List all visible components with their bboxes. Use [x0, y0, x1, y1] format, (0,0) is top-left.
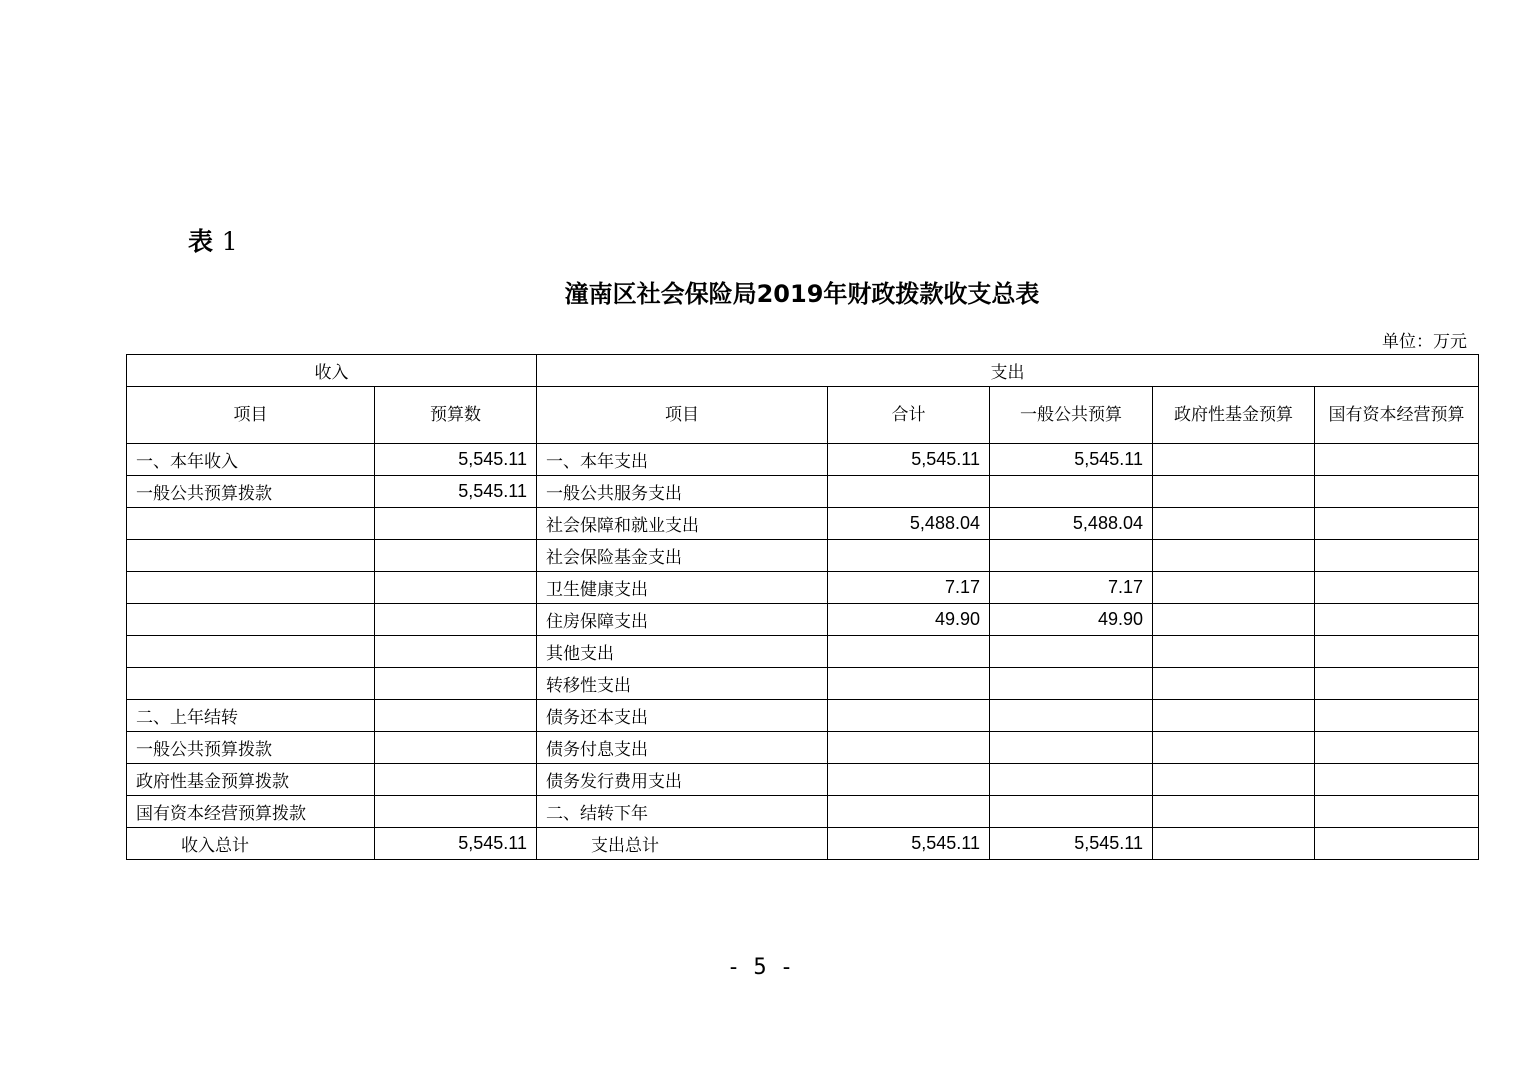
gov-fund-cell	[1153, 508, 1315, 540]
general-budget-cell: 7.17	[990, 572, 1153, 604]
income-budget-cell	[375, 604, 537, 636]
income-item-cell: 国有资本经营预算拨款	[127, 796, 375, 828]
state-capital-cell	[1315, 732, 1479, 764]
total-cell: 5,545.11	[828, 444, 990, 476]
total-cell: 5,488.04	[828, 508, 990, 540]
income-budget-cell	[375, 732, 537, 764]
gov-fund-budget-header: 政府性基金预算	[1153, 387, 1315, 444]
expense-item-cell: 卫生健康支出	[537, 572, 828, 604]
expense-header: 支出	[537, 355, 1479, 387]
income-budget-cell	[375, 700, 537, 732]
table-label	[188, 222, 238, 258]
income-item-cell: 一般公共预算拨款	[127, 476, 375, 508]
gov-fund-cell	[1153, 572, 1315, 604]
income-item-cell: 政府性基金预算拨款	[127, 764, 375, 796]
income-item-cell: 一般公共预算拨款	[127, 732, 375, 764]
gov-fund-cell	[1153, 476, 1315, 508]
income-item-cell	[127, 540, 375, 572]
table-row	[127, 508, 1479, 540]
table-row	[127, 732, 1479, 764]
page-number: - 5 -	[726, 955, 794, 980]
expense-item-cell: 债务付息支出	[537, 732, 828, 764]
state-capital-cell	[1315, 508, 1479, 540]
total-cell	[828, 732, 990, 764]
gov-fund-cell	[1153, 796, 1315, 828]
general-budget-cell	[990, 476, 1153, 508]
total-cell	[828, 540, 990, 572]
expense-item-cell: 社会保障和就业支出	[537, 508, 828, 540]
state-capital-cell	[1315, 700, 1479, 732]
general-budget-cell	[990, 540, 1153, 572]
expense-item-cell: 债务发行费用支出	[537, 764, 828, 796]
expense-item-cell: 其他支出	[537, 636, 828, 668]
table-row	[127, 572, 1479, 604]
income-budget-cell	[375, 796, 537, 828]
state-capital-cell	[1315, 540, 1479, 572]
state-capital-cell	[1315, 604, 1479, 636]
general-budget-cell: 49.90	[990, 604, 1153, 636]
general-budget-cell	[990, 700, 1153, 732]
general-budget-header: 一般公共预算	[990, 387, 1153, 444]
income-item-cell	[127, 604, 375, 636]
income-item-header: 项目	[127, 387, 375, 444]
income-total-value: 5,545.11	[375, 828, 537, 860]
expense-item-cell: 债务还本支出	[537, 700, 828, 732]
table-row	[127, 796, 1479, 828]
income-item-cell	[127, 636, 375, 668]
total-cell: 7.17	[828, 572, 990, 604]
income-budget-header: 预算数	[375, 387, 537, 444]
header-row-1	[127, 355, 1479, 387]
table-row	[127, 700, 1479, 732]
unit-label: 单位：万元	[1382, 332, 1467, 352]
table-row	[127, 604, 1479, 636]
total-cell	[828, 476, 990, 508]
total-cell	[828, 636, 990, 668]
total-cell	[828, 668, 990, 700]
income-budget-cell	[375, 572, 537, 604]
table-label-number: 1	[221, 227, 238, 256]
table-row	[127, 540, 1479, 572]
expense-item-header: 项目	[537, 387, 828, 444]
total-cell: 49.90	[828, 604, 990, 636]
expense-item-cell: 一般公共服务支出	[537, 476, 828, 508]
table-row	[127, 476, 1479, 508]
state-capital-budget-header: 国有资本经营预算	[1315, 387, 1479, 444]
gov-fund-cell	[1153, 764, 1315, 796]
state-capital-cell	[1315, 572, 1479, 604]
expense-item-cell: 一、本年支出	[537, 444, 828, 476]
gov-fund-cell	[1153, 732, 1315, 764]
income-budget-cell	[375, 508, 537, 540]
state-capital-cell	[1315, 668, 1479, 700]
state-capital-total-value	[1315, 828, 1479, 860]
gov-fund-cell	[1153, 668, 1315, 700]
table-row	[127, 668, 1479, 700]
general-budget-cell	[990, 668, 1153, 700]
income-budget-cell: 5,545.11	[375, 476, 537, 508]
general-budget-cell	[990, 732, 1153, 764]
table-row	[127, 444, 1479, 476]
gov-fund-total-value	[1153, 828, 1315, 860]
income-total-label: 收入总计	[127, 828, 375, 860]
income-header: 收入	[127, 355, 537, 387]
income-item-cell	[127, 572, 375, 604]
table-row	[127, 764, 1479, 796]
income-budget-cell	[375, 764, 537, 796]
state-capital-cell	[1315, 444, 1479, 476]
state-capital-cell	[1315, 636, 1479, 668]
gov-fund-cell	[1153, 636, 1315, 668]
table-row	[127, 636, 1479, 668]
income-item-cell	[127, 668, 375, 700]
general-budget-cell: 5,545.11	[990, 444, 1153, 476]
state-capital-cell	[1315, 796, 1479, 828]
total-cell	[828, 700, 990, 732]
income-budget-cell	[375, 668, 537, 700]
general-budget-cell: 5,488.04	[990, 508, 1153, 540]
income-item-cell: 二、上年结转	[127, 700, 375, 732]
gov-fund-cell	[1153, 604, 1315, 636]
general-budget-cell	[990, 636, 1153, 668]
budget-table	[126, 354, 1479, 860]
gov-fund-cell	[1153, 444, 1315, 476]
income-budget-cell: 5,545.11	[375, 444, 537, 476]
general-budget-cell	[990, 796, 1153, 828]
expense-item-cell: 转移性支出	[537, 668, 828, 700]
table-label-prefix: 表	[188, 227, 214, 256]
state-capital-cell	[1315, 764, 1479, 796]
total-cell	[828, 764, 990, 796]
expense-item-cell: 社会保险基金支出	[537, 540, 828, 572]
header-row-2	[127, 387, 1479, 444]
income-item-cell: 一、本年收入	[127, 444, 375, 476]
income-budget-cell	[375, 636, 537, 668]
expense-total-label: 支出总计	[537, 828, 828, 860]
expense-total-value: 5,545.11	[828, 828, 990, 860]
general-budget-cell	[990, 764, 1153, 796]
general-total-value: 5,545.11	[990, 828, 1153, 860]
gov-fund-cell	[1153, 540, 1315, 572]
expense-item-cell: 二、结转下年	[537, 796, 828, 828]
state-capital-cell	[1315, 476, 1479, 508]
income-budget-cell	[375, 540, 537, 572]
income-item-cell	[127, 508, 375, 540]
expense-item-cell: 住房保障支出	[537, 604, 828, 636]
total-header: 合计	[828, 387, 990, 444]
gov-fund-cell	[1153, 700, 1315, 732]
total-cell	[828, 796, 990, 828]
totals-row	[127, 828, 1479, 860]
document-title: 潼南区社会保险局2019年财政拨款收支总表	[564, 280, 1040, 308]
